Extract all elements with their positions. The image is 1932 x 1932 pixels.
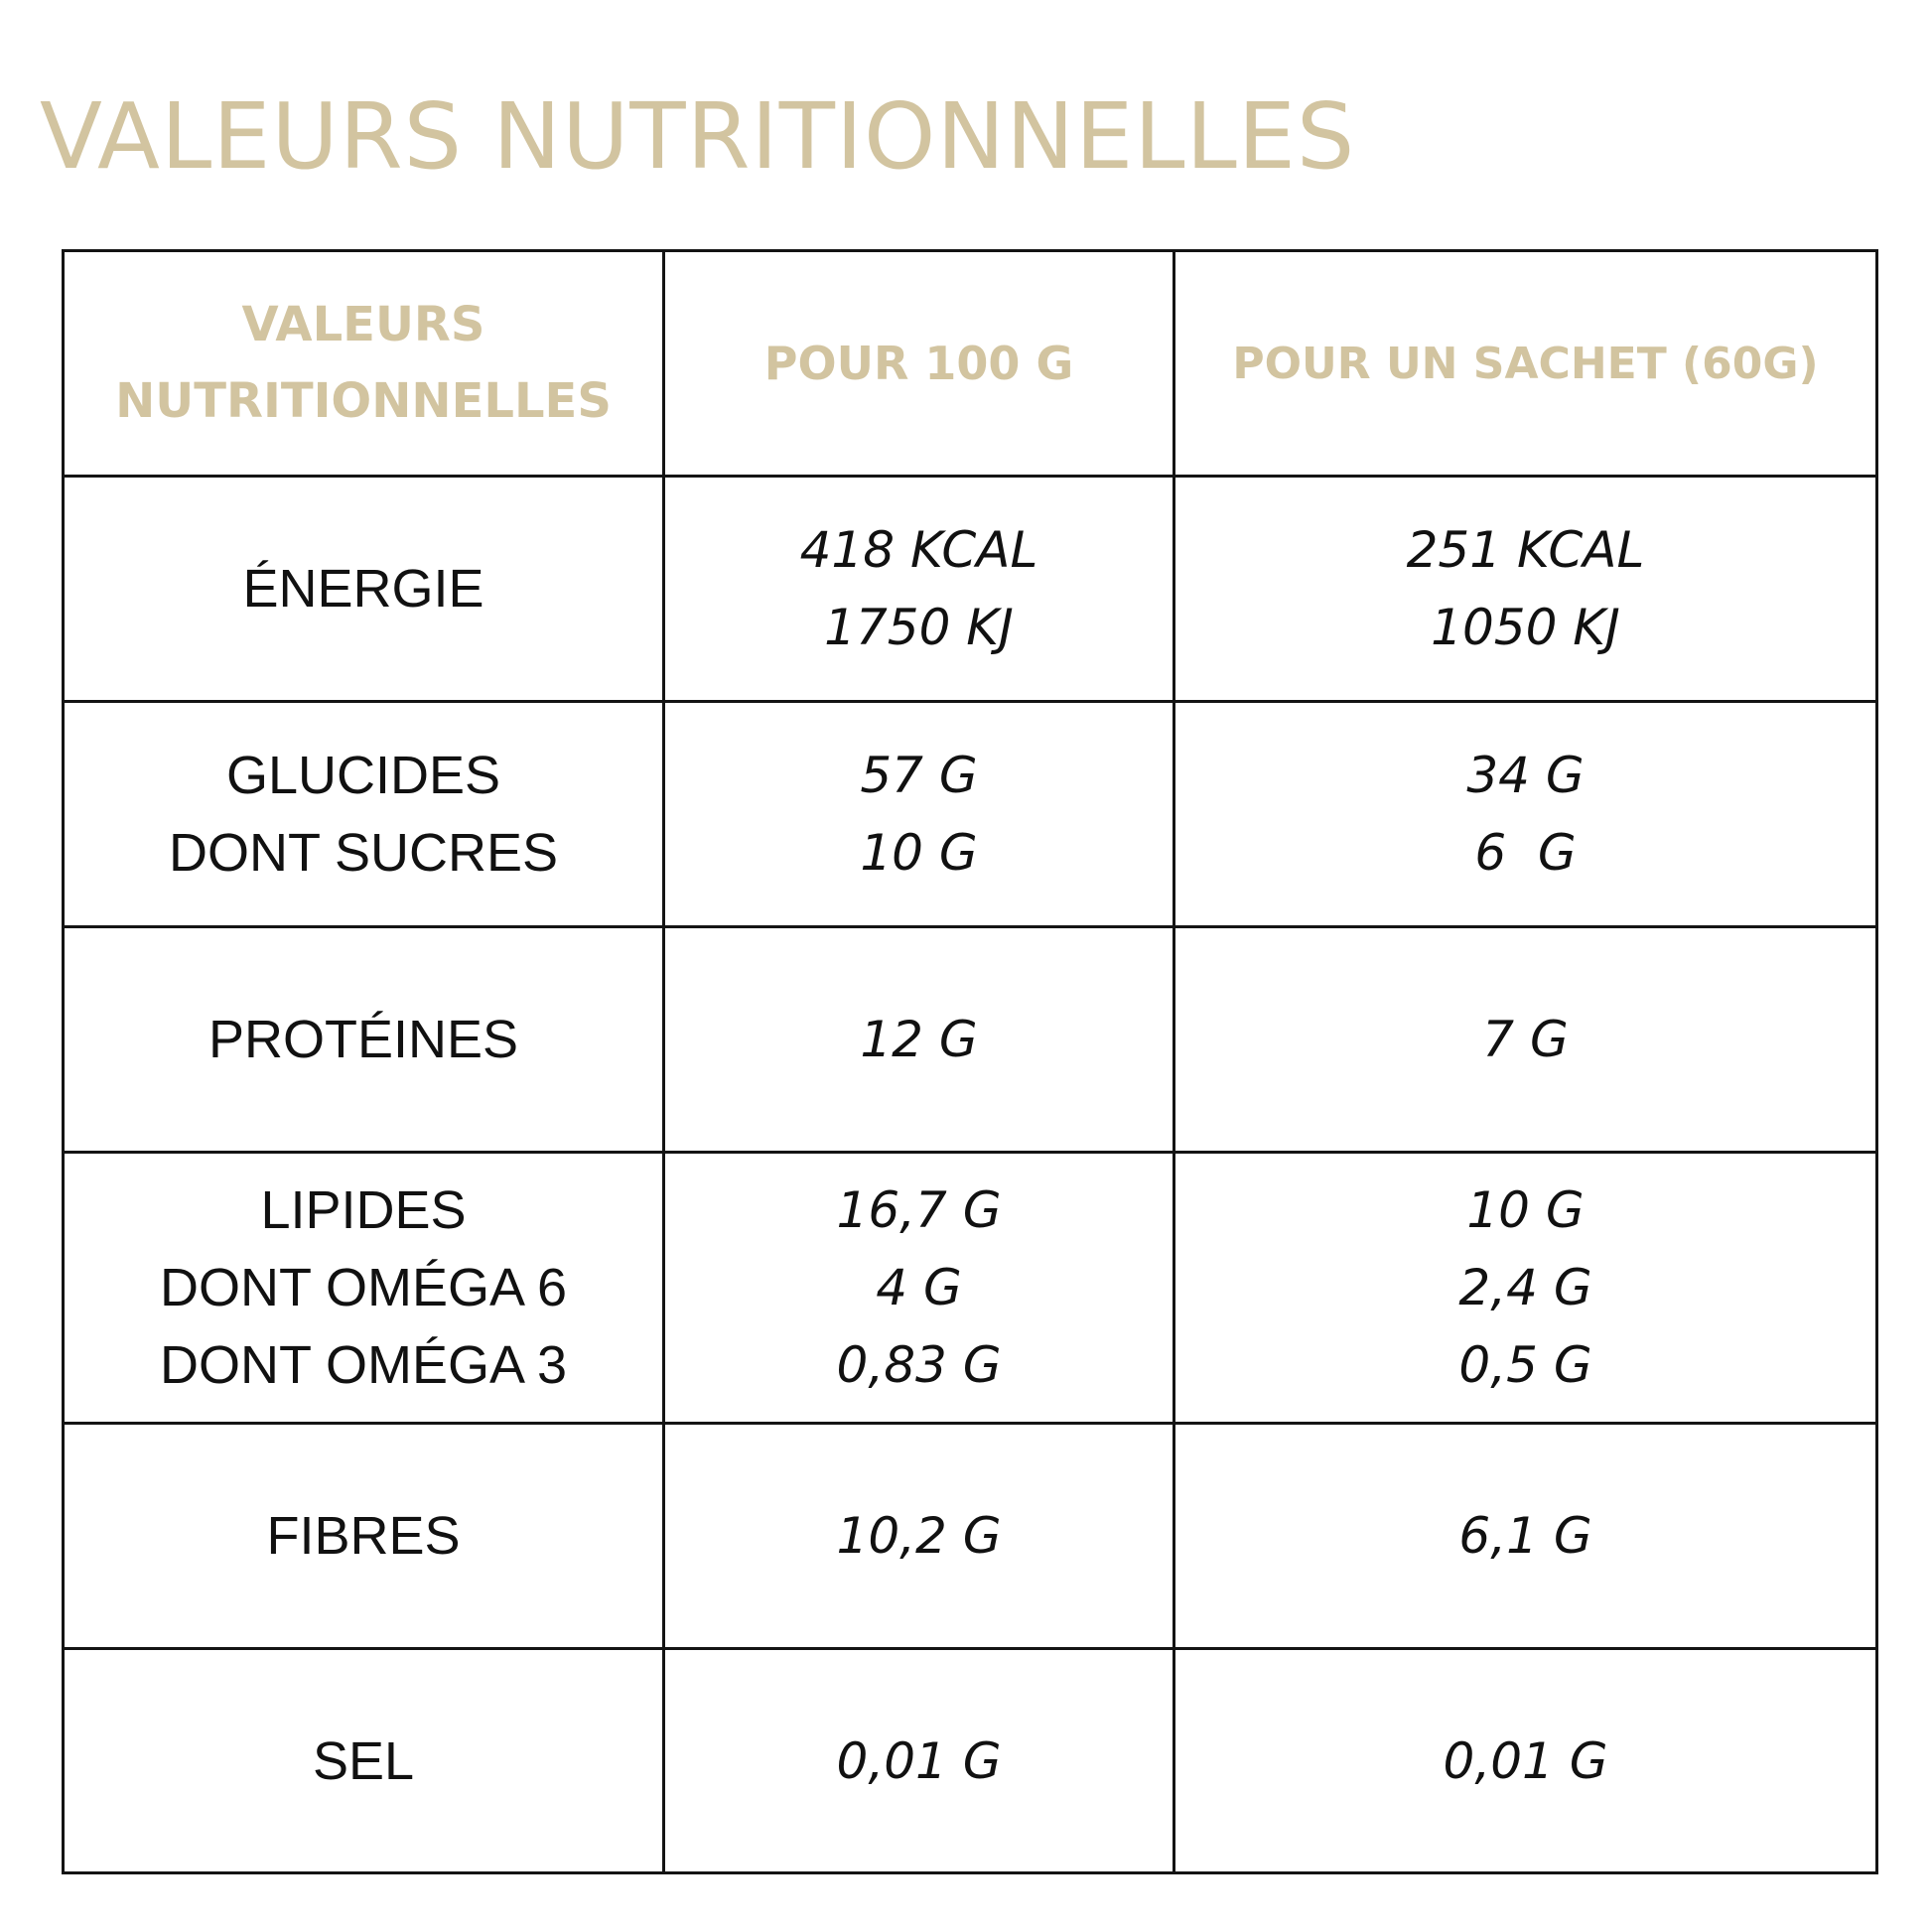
value-line: 34 G [1466,747,1585,804]
value-per-sachet [1174,1649,1877,1873]
value-per-sachet [1174,702,1877,927]
value-per-100g [664,702,1174,927]
table-row-energie [64,477,1877,702]
row-label-line: ÉNERGIE [242,559,484,619]
value-line: 12 G [860,1011,978,1068]
value-line: 7 G [1482,1011,1569,1068]
value-line: 10 G [860,824,978,882]
table-header-row [64,251,1877,477]
value-line: 10 G [1466,1181,1585,1239]
value-line: 16,7 G [836,1181,1002,1239]
value-line: 0,5 G [1458,1336,1592,1394]
row-label-line: DONT OMÉGA 6 [159,1258,568,1317]
value-line: 1750 KJ [824,599,1014,656]
value-line: 251 KCAL [1406,521,1645,579]
row-label [64,1424,664,1649]
row-label [64,927,664,1153]
value-line: 6 G [1474,824,1577,882]
row-label-line: GLUCIDES [225,746,501,805]
value-line: 6,1 G [1458,1507,1592,1565]
table-row-lipides [64,1153,1877,1424]
value-line: 0,01 G [1443,1731,1608,1790]
value-per-100g [664,1649,1174,1873]
value-line: 418 KCAL [799,521,1038,579]
row-label [64,702,664,927]
value-line: 1050 KJ [1431,599,1620,656]
header-label-line: NUTRITIONNELLES [115,373,612,429]
row-label-line: FIBRES [266,1506,461,1566]
value-per-100g [664,477,1174,702]
row-label [64,1153,664,1424]
row-label-line: PROTÉINES [207,1010,519,1069]
value-per-sachet [1174,927,1877,1153]
value-line: 0,01 G [836,1731,1002,1790]
value-line: 0,83 G [836,1336,1002,1394]
table-row-fibres [64,1424,1877,1649]
header-per-100g: POUR 100 G [664,251,1174,477]
value-per-sachet [1174,1424,1877,1649]
row-label [64,477,664,702]
row-label-line: SEL [312,1730,415,1791]
value-line: 4 G [876,1259,962,1316]
value-per-sachet [1174,477,1877,702]
value-per-sachet [1174,1153,1877,1424]
header-label-line: VALEURS [241,297,485,352]
value-line: 2,4 G [1458,1259,1592,1316]
value-per-100g [664,1153,1174,1424]
row-label [64,1649,664,1873]
table-row-sel [64,1649,1877,1873]
value-line: 57 G [860,747,978,804]
row-label-line: LIPIDES [260,1180,467,1240]
row-label-line: DONT OMÉGA 3 [159,1335,568,1395]
table-row-proteines [64,927,1877,1153]
value-per-100g [664,1424,1174,1649]
header-nutritional-values [64,251,664,477]
page-title: VALEURS NUTRITIONNELLES [40,83,1356,190]
nutrition-table [62,249,1878,1874]
value-per-100g [664,927,1174,1153]
header-per-sachet: POUR UN SACHET (60G) [1174,251,1877,477]
row-label-line: DONT SUCRES [168,823,559,883]
value-line: 10,2 G [836,1507,1002,1565]
table-row-glucides [64,702,1877,927]
